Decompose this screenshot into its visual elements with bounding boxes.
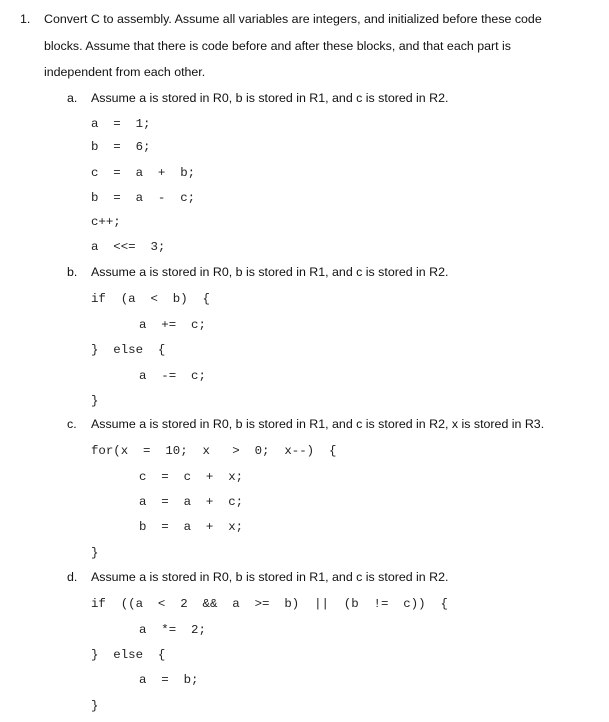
question-line-3: independent from each other.	[44, 65, 206, 79]
part-b-code-line-5: }	[91, 394, 99, 408]
part-c-code-line-4: b = a + x;	[139, 520, 244, 534]
part-a-code-line-3: c = a + b;	[91, 166, 196, 180]
part-c-code-line-3: a = a + c;	[139, 495, 244, 509]
question-line-2: blocks. Assume that there is code before and after these blocks, and that each part is	[44, 39, 511, 53]
question-line-1: Convert C to assembly. Assume all variables are integers, and initialized before these code	[44, 12, 542, 26]
part-b-code-line-2: a += c;	[139, 318, 206, 332]
part-c-code-line-2: c = c + x;	[139, 470, 244, 484]
part-d-code-line-2: a *= 2;	[139, 623, 206, 637]
part-d-code-line-1: if ((a < 2 && a >= b) || (b != c)) {	[91, 597, 448, 611]
part-c-code-line-5: }	[91, 546, 99, 560]
part-a-code-line-6: a <<= 3;	[91, 240, 166, 254]
part-d-instruction: Assume a is stored in R0, b is stored in R1, and c is stored in R2.	[91, 570, 449, 584]
question-number: 1.	[20, 12, 31, 26]
part-d-code-line-3: } else {	[91, 648, 166, 662]
part-a-code-line-4: b = a - c;	[91, 191, 196, 205]
part-c-letter: c.	[67, 417, 77, 431]
part-a-instruction: Assume a is stored in R0, b is stored in R1, and c is stored in R2.	[91, 91, 449, 105]
part-b-code-line-3: } else {	[91, 343, 166, 357]
part-b-code-line-1: if (a < b) {	[91, 292, 210, 306]
part-a-code-line-2: b = 6;	[91, 140, 151, 154]
part-c-instruction: Assume a is stored in R0, b is stored in R1, and c is stored in R2, x is stored in R3.	[91, 417, 545, 431]
part-b-code-line-4: a -= c;	[139, 369, 206, 383]
part-c-code-line-1: for(x = 10; x > 0; x--) {	[91, 444, 337, 458]
part-d-code-line-5: }	[91, 699, 99, 713]
part-a-letter: a.	[67, 91, 78, 105]
part-a-code-line-5: c++;	[91, 215, 121, 229]
part-a-code-line-1: a = 1;	[91, 117, 151, 131]
part-d-letter: d.	[67, 570, 78, 584]
part-d-code-line-4: a = b;	[139, 673, 199, 687]
part-b-instruction: Assume a is stored in R0, b is stored in R1, and c is stored in R2.	[91, 265, 449, 279]
part-b-letter: b.	[67, 265, 78, 279]
